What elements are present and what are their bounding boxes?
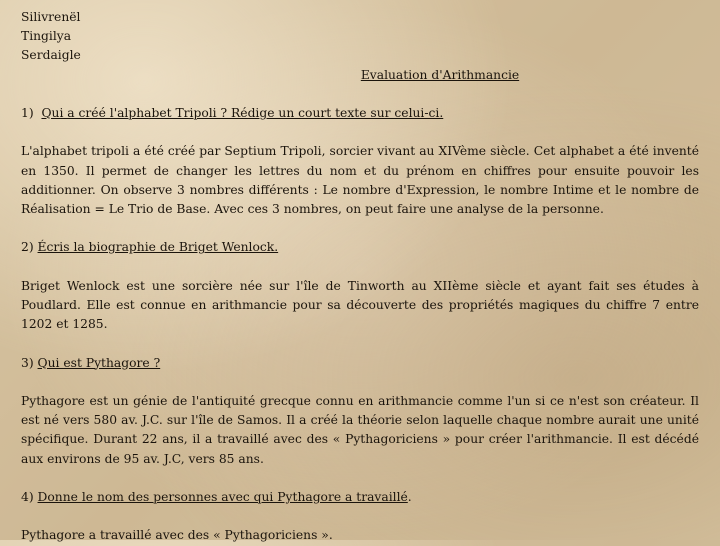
answer-4: Pythagore a travaillé avec des « Pythagoriciens ».	[21, 528, 333, 543]
question-text: Donne le nom des personnes avec qui Pythagore a travaillé	[37, 489, 408, 504]
question-4	[21, 488, 699, 507]
question-1	[21, 104, 699, 123]
question-number: 4)	[21, 489, 34, 504]
student-name: Silivrenël	[21, 10, 81, 24]
student-house: Serdaigle	[21, 48, 81, 63]
question-text: Qui a créé l'alphabet Tripoli ? Rédige un court texte sur celui-ci.	[41, 106, 444, 120]
student-surname: Tingilya	[21, 29, 72, 44]
question-2	[21, 238, 699, 257]
question-text: Écris la biographie de Briget Wenlock.	[37, 240, 279, 255]
question-suffix: .	[407, 489, 412, 504]
document-title: Evaluation d'Arithmancie	[360, 67, 520, 82]
answer-2: Briget Wenlock est une sorcière née sur l'île de Tinworth au XIIème siècle et ayant fait ses études à Poudlard. Elle est connue en arithmancie pour sa découverte des propriétés magiques du chiffre 7 entre 1202 et 1285.	[21, 278, 699, 332]
question-number: 2)	[21, 240, 34, 255]
question-number: 3)	[21, 355, 34, 370]
answer-1: L'alphabet tripoli a été créé par Septium Tripoli, sorcier vivant au XIVème siècle. Cet alphabet a été inventé en 1350. Il permet de changer les lettres du nom et du prénom en chiffres pour ensuite pouvoir les additionner. On observe 3 nombres différents : Le nombre d'Expression, le nombre Intime et le nombre de Réalisation = Le Trio de Base. Avec ces 3 nombres, on peut faire une analyse de la personne.	[21, 144, 699, 216]
answer-3: Pythagore est un génie de l'antiquité grecque connu en arithmancie comme l'un si ce n'est son créateur. Il est né vers 580 av. J.C. sur l'île de Samos. Il a créé la théorie selon laquelle chaque nombre aurait une unité spécifique. Durant 22 ans, il a travaillé avec des « Pythagoriciens » pour créer l'arithmancie. Il est décédé aux environs de 95 av. J.C, vers 85 ans.	[21, 393, 699, 466]
question-text: Qui est Pythagore ?	[37, 355, 161, 370]
question-number: 1)	[21, 106, 34, 120]
question-3	[21, 354, 699, 373]
